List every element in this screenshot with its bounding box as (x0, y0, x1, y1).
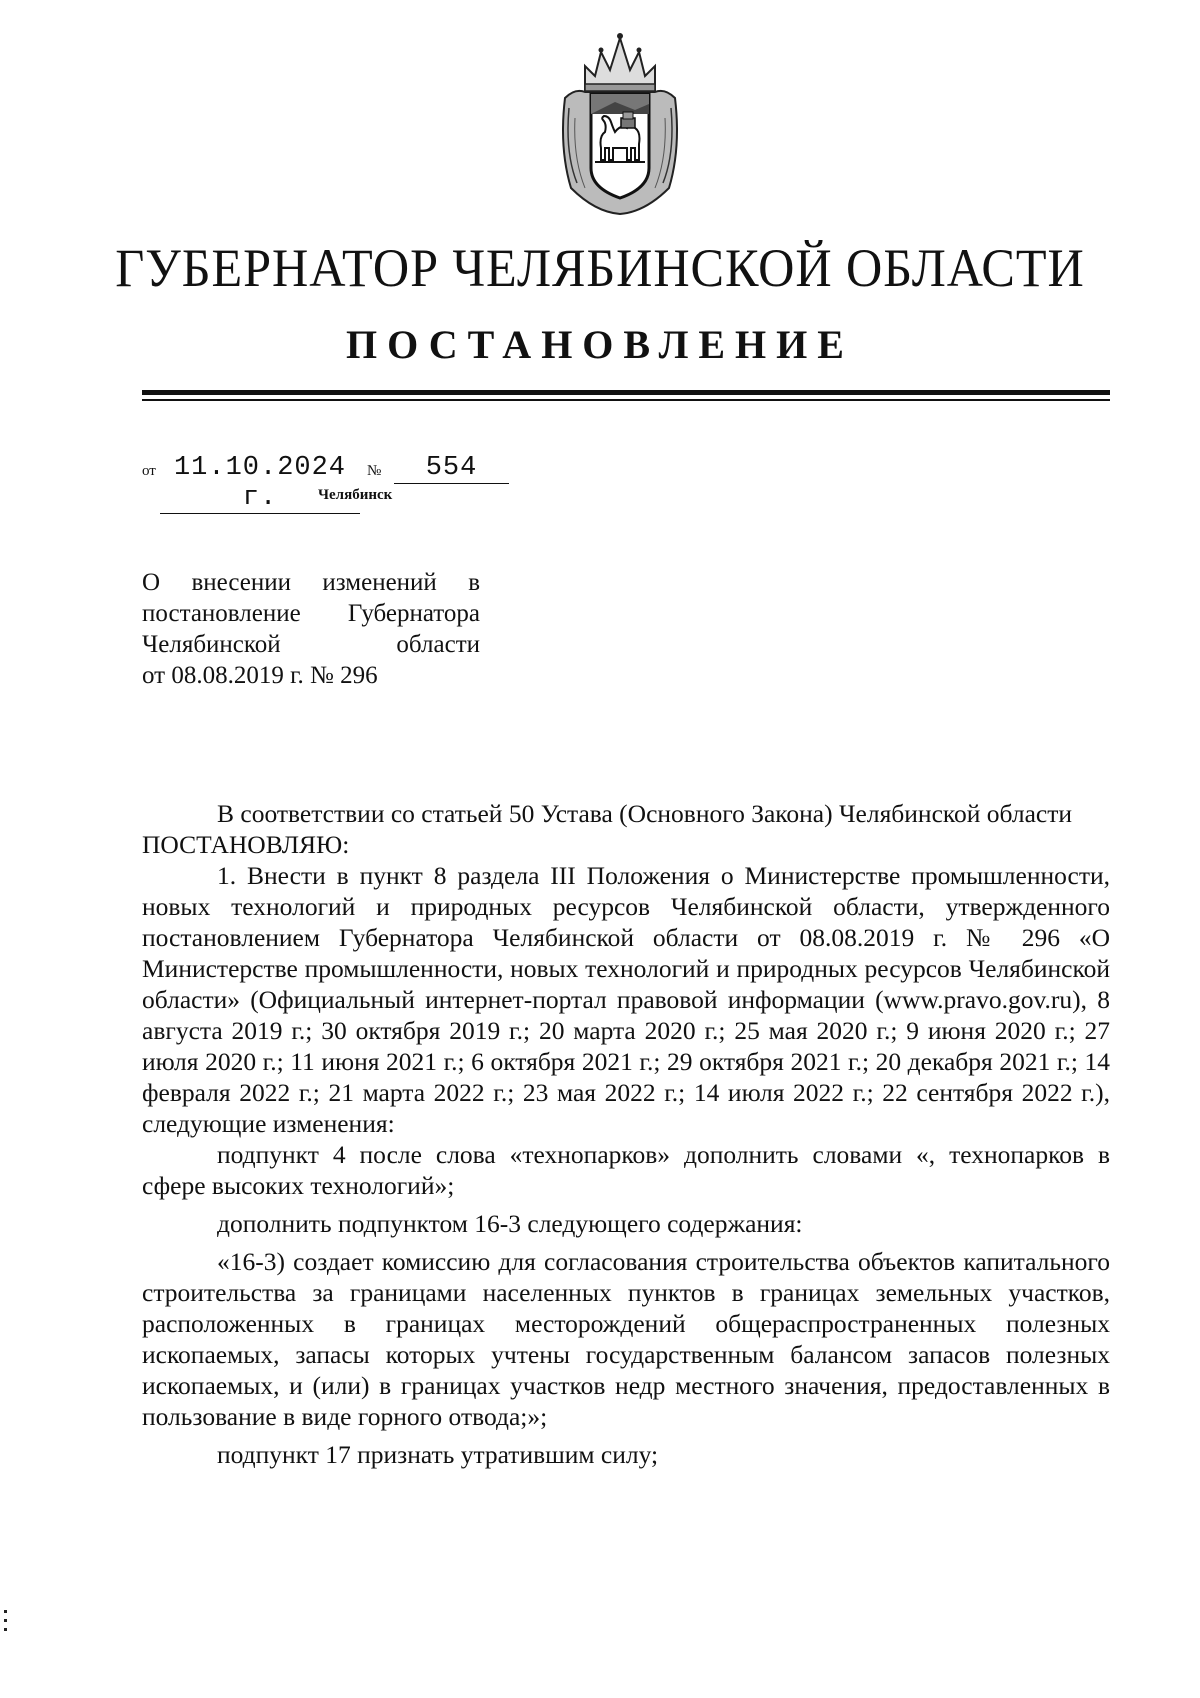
subitem-17-paragraph: подпункт 17 признать утратившим силу; (217, 1440, 659, 1469)
document-date: 11.10.2024 г. (160, 453, 360, 514)
city-name: Челябинск (318, 487, 393, 503)
subject-line: от 08.08.2019 г. № 296 (142, 662, 378, 689)
document-number: 554 (394, 453, 509, 484)
document-body (142, 798, 1110, 1470)
chelyabinsk-coat-of-arms-icon (555, 28, 685, 216)
subject-block (142, 567, 480, 691)
preamble-paragraph: В соответствии со статьей 50 Устава (Основного Закона) Челябинской области (217, 799, 1072, 828)
subject-line: Челябинской области (142, 631, 480, 658)
decree-word: ПОСТАНОВЛЯЮ: (142, 830, 350, 859)
header-rule-thick (142, 390, 1110, 395)
subitem-16-3-text: «16-3) создает комиссию для согласования строительства объектов капитального строительства за границами населенных пунктов в границах земельных участков, расположенных в границах месторождений общераспространенных полезных ископаемых, запасы которых учтены государственным балансом запасов полезных ископаемых, и (или) в границах участков недр местного значения, предоставленных в пользование в виде горного отвода;»; (142, 1247, 1110, 1431)
number-sign: № (367, 463, 382, 479)
document-type: ПОСТАНОВЛЕНИЕ (346, 322, 854, 367)
add-subitem-16-3-paragraph: дополнить подпунктом 16-3 следующего содержания: (217, 1209, 803, 1238)
subject-line: постановление Губернатора (142, 600, 480, 627)
date-prefix: от (142, 463, 156, 479)
subitem-4-paragraph: подпункт 4 после слова «технопарков» дополнить словами «, технопарков в сфере высоких технологий»; (142, 1140, 1110, 1200)
header-rule-thin (142, 399, 1110, 401)
issuing-authority: ГУБЕРНАТОР ЧЕЛЯБИНСКОЙ ОБЛАСТИ (115, 238, 1085, 298)
scan-edge-mark (4, 1610, 7, 1640)
item-1-paragraph: 1. Внести в пункт 8 раздела III Положения о Министерстве промышленности, новых технологий и природных ресурсов Челябинской области, утвержденного постановлением Губернатора Челябинской области от 08.08.2019 г. № 296 «О Министерстве промышленности, новых технологий и природных ресурсов Челябинской области» (Официальный интернет-портал правовой информации (www.pravo.gov.ru), 8 августа 2019 г.; 30 октября 2019 г.; 20 марта 2020 г.; 25 мая 2020 г.; 9 июня 2020 г.; 27 июля 2020 г.; 11 июня 2021 г.; 6 октября 2021 г.; 29 октября 2021 г.; 20 декабря 2021 г.; 14 февраля 2022 г.; 21 марта 2022 г.; 23 мая 2022 г.; 14 июля 2022 г.; 22 сентября 2022 г.), следующие изменения: (142, 861, 1110, 1138)
subject-line: О внесении изменений в (142, 569, 480, 596)
